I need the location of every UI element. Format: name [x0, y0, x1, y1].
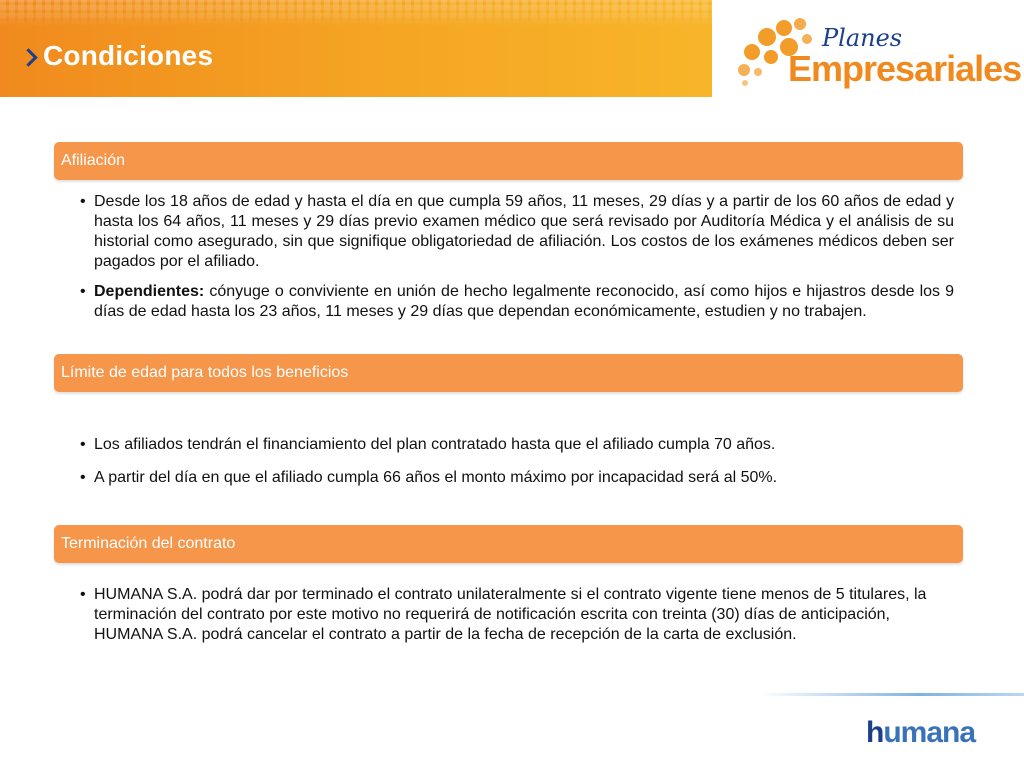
planes-empresariales-logo — [736, 14, 1022, 92]
section-header-limite-edad — [54, 354, 963, 392]
section-header-terminacion — [54, 525, 963, 563]
list-item-text: cónyuge o conviviente en unión de hecho legalmente reconocido, así como hijos e hijastros desde los 9 días de edad hasta los 23 años, 11 meses y 29 días que dependan económicamente, estudien y no trabajen. — [94, 283, 954, 320]
section-title: Terminación del contrato — [61, 535, 236, 552]
humana-logo — [866, 716, 975, 750]
list-item-bold: Dependientes: — [94, 283, 205, 300]
list-item — [80, 435, 954, 455]
logo-text-umana: umana — [883, 716, 976, 749]
list-item-text: HUMANA S.A. podrá dar por terminado el contrato unilateralmente si el contrato vigente tiene menos de 5 titulares, la terminación del contrato por este motivo no requerirá de notificación escrita con treinta (30) días de anticipación, HUMANA S.A. podrá cancelar el contrato a partir de la fecha de recepción de la carta de exclusión. — [94, 586, 927, 643]
title-wrap — [22, 40, 213, 72]
page-title: Condiciones — [43, 40, 214, 71]
header-pattern — [0, 0, 712, 26]
list-item — [80, 282, 954, 322]
list-item — [80, 468, 954, 488]
list-item — [80, 585, 954, 645]
chevron-right-icon — [19, 48, 37, 66]
header-banner — [0, 0, 712, 97]
logo-text-h: h — [866, 716, 884, 749]
list-item-text: A partir del día en que el afiliado cumpla 66 años el monto máximo por incapacidad será al 50%. — [94, 469, 778, 486]
footer-divider — [760, 693, 1024, 696]
list-item — [80, 192, 954, 272]
logo-text-empresariales: Empresariales — [788, 48, 1022, 89]
terminacion-list — [80, 585, 954, 645]
afiliacion-list — [80, 192, 954, 322]
logo-text-planes: Planes — [822, 24, 903, 52]
section-header-afiliacion — [54, 142, 963, 180]
limite-edad-list — [80, 435, 954, 488]
section-title: Afiliación — [61, 152, 126, 169]
list-item-text: Desde los 18 años de edad y hasta el día en que cumpla 59 años, 11 meses, 29 días y a partir de los 60 años de edad y hasta los 64 años, 11 meses y 29 días previo examen médico que será revisado por Auditoría Médica y el análisis de su historial como asegurado, sin que signifique obligatoriedad de afiliación. Los costos de los exámenes médicos deben ser pagados por el afiliado. — [94, 193, 954, 270]
list-item-text: Los afiliados tendrán el financiamiento del plan contratado hasta que el afiliado cumpla 70 años. — [94, 436, 776, 453]
section-title: Límite de edad para todos los beneficios — [61, 364, 349, 381]
